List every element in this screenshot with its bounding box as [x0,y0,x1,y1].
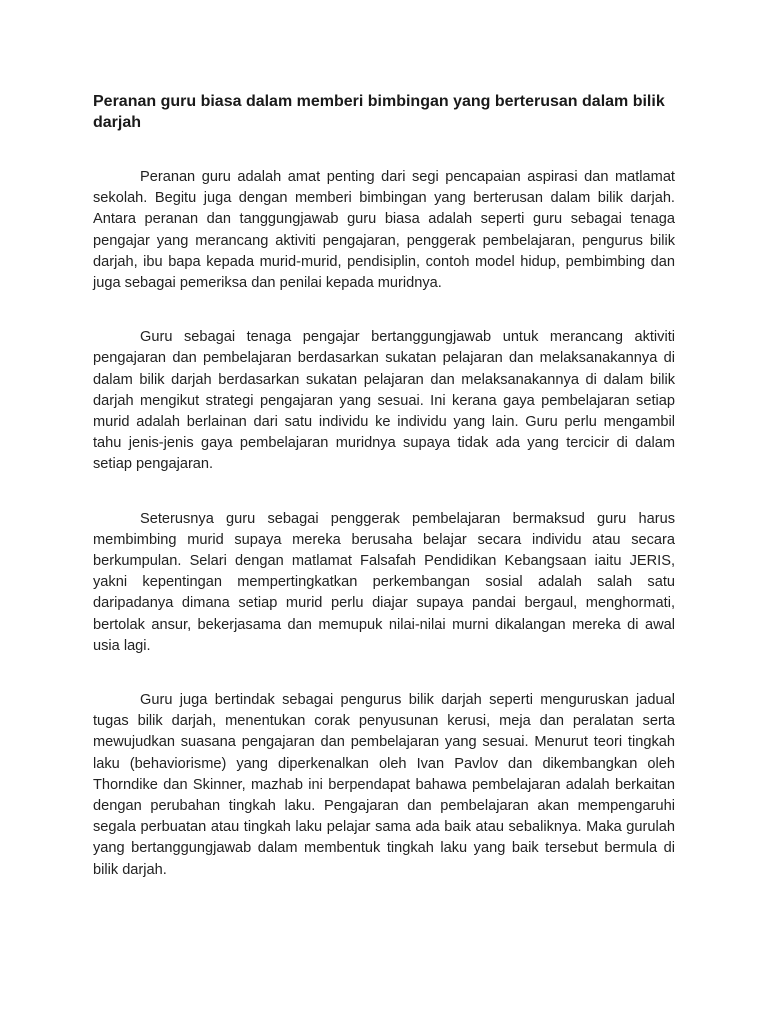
paragraph-4: Guru juga bertindak sebagai pengurus bilik darjah seperti menguruskan jadual tugas bilik darjah, menentukan corak penyusunan kerusi, meja dan peralatan serta mewujudkan suasana pengajaran dan pembelajaran yang sesuai. Menurut teori tingkah laku (behaviorisme) yang diperkenalkan oleh Ivan Pavlov dan dikembangkan oleh Thorndike dan Skinner, mazhab ini berpendapat bahawa pembelajaran adalah berkaitan dengan perubahan tingkah laku. Pengajaran dan pembelajaran akan mempengaruhi segala perbuatan atau tingkah laku pelajar sama ada baik atau sebaliknya. Maka gurulah yang bertanggungjawab dalam membentuk tingkah laku yang baik tersebut bermula di bilik darjah. [93,692,675,878]
document-title: Peranan guru biasa dalam memberi bimbingan yang berterusan dalam bilik darjah [93,93,665,131]
paragraph-3: Seterusnya guru sebagai penggerak pembelajaran bermaksud guru harus membimbing murid supaya mereka berusaha belajar secara individu atau secara berkumpulan. Selari dengan matlamat Falsafah Pendidikan Kebangsaan iaitu JERIS, yakni kepentingan mempertingkatkan perkembangan sosial adalah salah satu daripadanya dimana setiap murid perlu diajar supaya pandai bergaul, menghormati, bertolak ansur, bekerjasama dan memupuk nilai-nilai murni dikalangan mereka di awal usia lagi. [93,510,675,654]
document-page [93,91,675,914]
paragraph-1: Peranan guru adalah amat penting dari segi pencapaian aspirasi dan matlamat sekolah. Begitu juga dengan memberi bimbingan yang berterusan dalam bilik darjah. Antara peranan dan tanggungjawab guru biasa adalah seperti guru sebagai tenaga pengajar yang merancang aktiviti pengajaran, penggerak pembelajaran, pengurus bilik darjah, ibu bapa kepada murid-murid, pendisiplin, contoh model hidup, pembimbing dan juga sebagai pemeriksa dan penilai kepada muridnya. [93,169,675,292]
paragraph-2: Guru sebagai tenaga pengajar bertanggungjawab untuk merancang aktiviti pengajaran dan pembelajaran berdasarkan sukatan pelajaran dan melaksanakannya di dalam bilik darjah berdasarkan sukatan pelajaran dan melaksanakannya di dalam bilik darjah mengikut strategi pengajaran yang sesuai. Ini kerana gaya pembelajaran setiap murid adalah berlainan dari satu individu ke individu yang lain. Guru perlu mengambil tahu jenis-jenis gaya pembelajaran muridnya supaya tidak ada yang tercicir di dalam setiap pengajaran. [93,329,675,473]
